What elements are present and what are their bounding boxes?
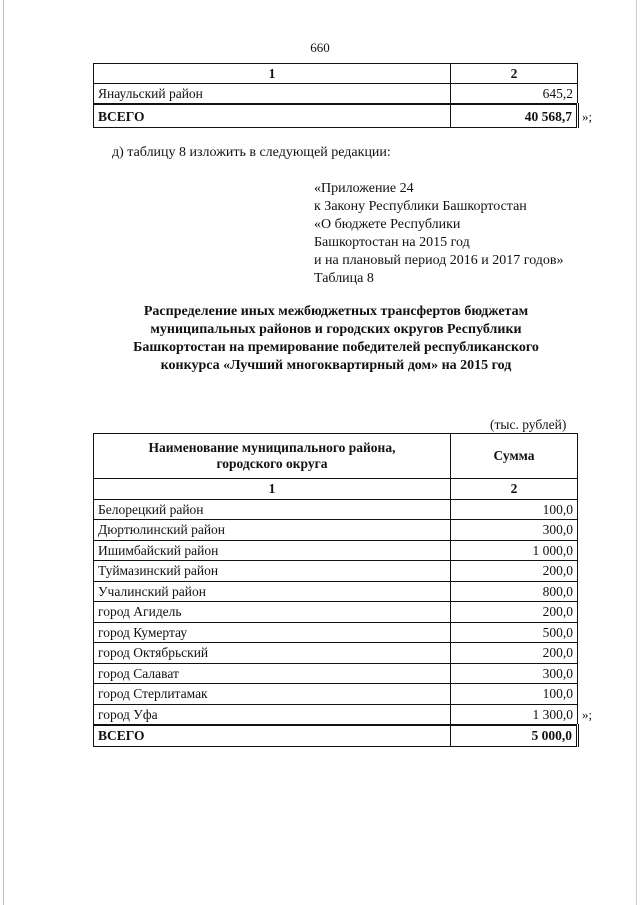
- row-name: Белорецкий район: [94, 499, 451, 520]
- appendix-line: Таблица 8: [314, 271, 374, 286]
- title-line: муниципальных районов и городских округов Республики: [150, 322, 522, 337]
- table-row: [94, 499, 578, 520]
- table-row: [94, 684, 578, 705]
- row-name: Ишимбайский район: [94, 540, 451, 561]
- column-number-row: [94, 479, 578, 500]
- row-value: 200,0: [451, 643, 578, 664]
- title-line: конкурса «Лучший многоквартирный дом» на 2015 год: [160, 358, 512, 373]
- table-row: [94, 520, 578, 541]
- header-line: Наименование муниципального района,: [148, 440, 396, 455]
- row-name: город Стерлитамак: [94, 684, 451, 705]
- appendix-line: «О бюджете Республики: [314, 217, 461, 232]
- total-row: [94, 725, 578, 746]
- total-label: ВСЕГО: [94, 725, 451, 746]
- row-name: город Октябрьский: [94, 643, 451, 664]
- column-number-1: 1: [94, 479, 451, 500]
- table-row: [94, 663, 578, 684]
- scan-edge-right: [636, 0, 637, 905]
- row-value: 200,0: [451, 602, 578, 623]
- row-name: Дюртюлинский район: [94, 520, 451, 541]
- total-value: 5 000,0: [451, 725, 578, 746]
- total-row: [94, 104, 578, 128]
- title-line: Распределение иных межбюджетных трансфертов бюджетам: [143, 304, 529, 319]
- appendix-line: к Закону Республики Башкортостан: [314, 199, 527, 214]
- table-title: [93, 303, 579, 375]
- row-value: 200,0: [451, 561, 578, 582]
- table-row: [94, 561, 578, 582]
- scan-edge-left: [3, 0, 4, 905]
- title-line: Башкортостан на премирование победителей республиканского: [133, 340, 539, 355]
- table-row: [94, 643, 578, 664]
- row-value: 100,0: [451, 684, 578, 705]
- unit-label: (тыс. рублей): [490, 417, 567, 432]
- column-header-name: [94, 434, 451, 479]
- appendix-line: «Приложение 24: [314, 181, 414, 196]
- row-value: 645,2: [451, 84, 578, 105]
- table-row: [94, 540, 578, 561]
- total-value: 40 568,7: [451, 104, 578, 128]
- row-value: 500,0: [451, 622, 578, 643]
- row-name: город Кумертау: [94, 622, 451, 643]
- row-name: Янаульский район: [94, 84, 451, 105]
- table-header-row: [94, 434, 578, 479]
- row-value: 300,0: [451, 663, 578, 684]
- total-label: ВСЕГО: [94, 104, 451, 128]
- continued-table: [93, 63, 579, 128]
- appendix-line: Башкортостан на 2015 год: [314, 235, 470, 250]
- closing-quote: »;: [582, 109, 593, 124]
- row-value: 300,0: [451, 520, 578, 541]
- row-value: 1 300,0: [451, 704, 578, 725]
- row-name: город Уфа: [94, 704, 451, 725]
- table-row: [94, 581, 578, 602]
- table-row: [94, 602, 578, 623]
- header-line: городского округа: [216, 456, 328, 471]
- row-name: город Агидель: [94, 602, 451, 623]
- row-value: 800,0: [451, 581, 578, 602]
- row-name: Учалинский район: [94, 581, 451, 602]
- page-number: 660: [310, 40, 330, 55]
- closing-quote: »;: [582, 707, 593, 722]
- row-name: город Салават: [94, 663, 451, 684]
- row-value: 100,0: [451, 499, 578, 520]
- row-name: Туймазинский район: [94, 561, 451, 582]
- column-number-1: 1: [94, 64, 451, 84]
- column-header-sum: Сумма: [451, 434, 578, 479]
- instruction-paragraph: д) таблицу 8 изложить в следующей редакции:: [112, 145, 391, 160]
- row-value: 1 000,0: [451, 540, 578, 561]
- column-number-2: 2: [451, 64, 578, 84]
- table-row: [94, 622, 578, 643]
- column-number-2: 2: [451, 479, 578, 500]
- appendix-reference: [314, 180, 564, 288]
- table-row: [94, 704, 578, 725]
- table-header-row: [94, 64, 578, 84]
- table-row: [94, 84, 578, 105]
- appendix-line: и на плановый период 2016 и 2017 годов»: [314, 253, 564, 268]
- distribution-table: [93, 433, 579, 747]
